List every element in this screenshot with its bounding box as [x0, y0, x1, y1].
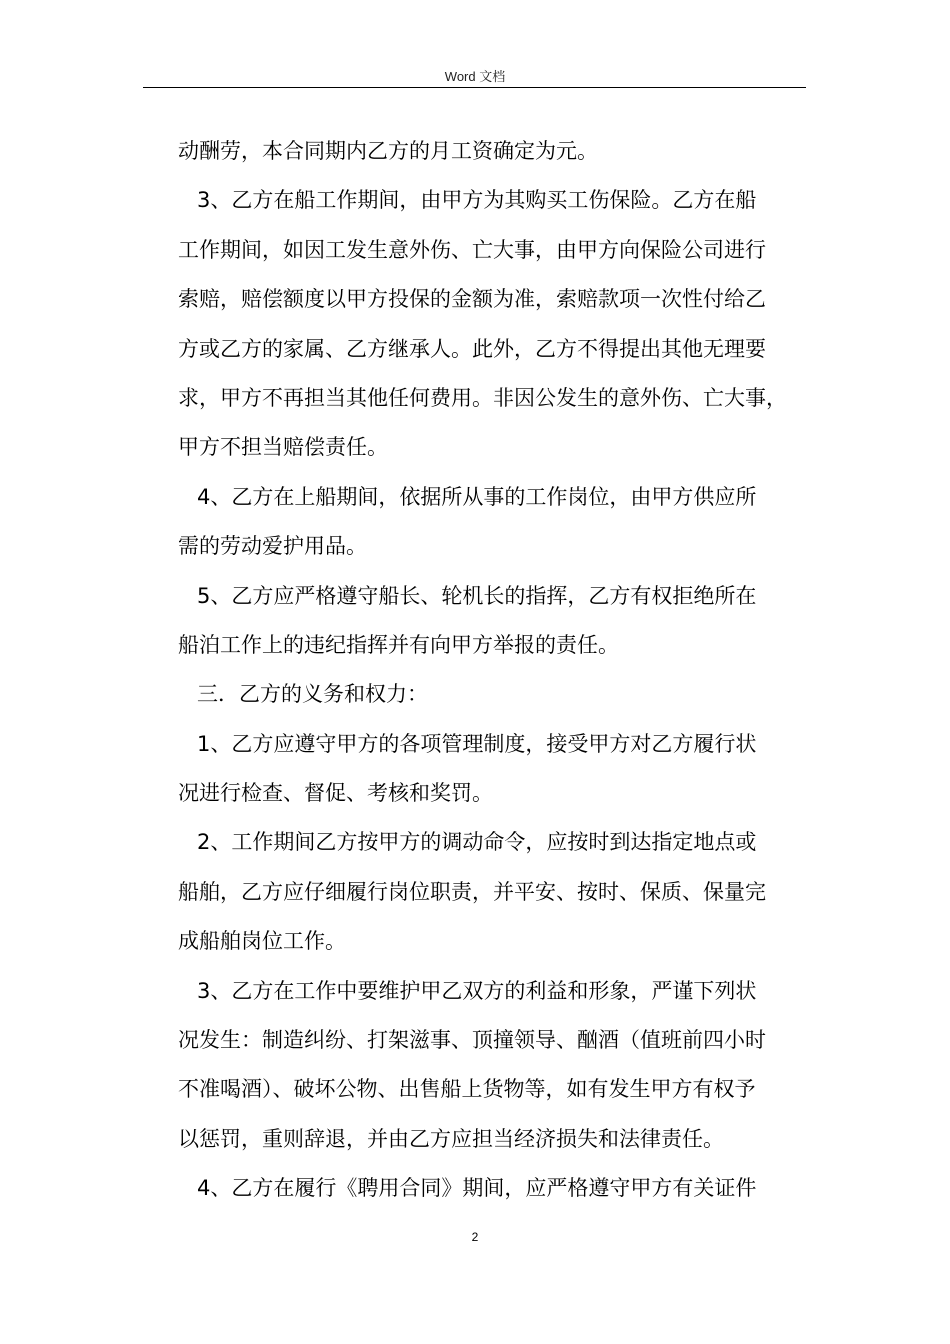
- body-line: 甲方不担当赔偿责任。: [178, 435, 388, 460]
- document-header-title: Word 文档: [444, 69, 506, 84]
- document-body: [178, 132, 818, 1219]
- body-line: 2、工作期间乙方按甲方的调动命令，应按时到达指定地点或: [197, 830, 757, 855]
- page-number: 2: [471, 1230, 479, 1244]
- body-line: 4、乙方在上船期间，依据所从事的工作岗位，由甲方供应所: [197, 484, 757, 509]
- body-line: 以惩罚，重则辞退，并由乙方应担当经济损失和法律责任。: [178, 1126, 724, 1151]
- body-line: 3、乙方在船工作期间，由甲方为其购买工伤保险。乙方在船: [197, 188, 757, 213]
- body-line: 方或乙方的家属、乙方继承人。此外，乙方不得提出其他无理要: [178, 336, 766, 361]
- body-line: 船泊工作上的违纪指挥并有向甲方举报的责任。: [178, 632, 619, 657]
- header-divider: [143, 87, 806, 88]
- body-line: 船舶，乙方应仔细履行岗位职责，并平安、按时、保质、保量完: [178, 879, 766, 904]
- body-line: 3、乙方在工作中要维护甲乙双方的利益和形象，严谨下列状: [197, 978, 757, 1003]
- body-line: 需的劳动爱护用品。: [178, 534, 367, 559]
- body-line: 不准喝酒）、破坏公物、出售船上货物等，如有发生甲方有权予: [178, 1077, 756, 1102]
- body-line: 动酬劳，本合同期内乙方的月工资确定为元。: [178, 139, 598, 163]
- body-line: 1、乙方应遵守甲方的各项管理制度，接受甲方对乙方履行状: [197, 731, 757, 756]
- body-line: 成船舶岗位工作。: [178, 929, 346, 954]
- body-line: 索赔，赔偿额度以甲方投保的金额为准，索赔款项一次性付给乙: [178, 287, 766, 312]
- body-line: 5、乙方应严格遵守船长、轮机长的指挥，乙方有权拒绝所在: [197, 583, 757, 608]
- body-line: 工作期间，如因工发生意外伤、亡大事，由甲方向保险公司进行: [178, 237, 766, 262]
- body-line: 4、乙方在履行《聘用合同》期间，应严格遵守甲方有关证件: [197, 1176, 757, 1201]
- body-line: 况发生：制造纠纷、打架滋事、顶撞领导、酗酒（值班前四小时: [178, 1028, 766, 1053]
- section-heading: 三．乙方的义务和权力：: [197, 682, 428, 707]
- body-line: 况进行检查、督促、考核和奖罚。: [178, 781, 493, 806]
- body-line: 求，甲方不再担当其他任何费用。非因公发生的意外伤、亡大事，: [178, 385, 787, 410]
